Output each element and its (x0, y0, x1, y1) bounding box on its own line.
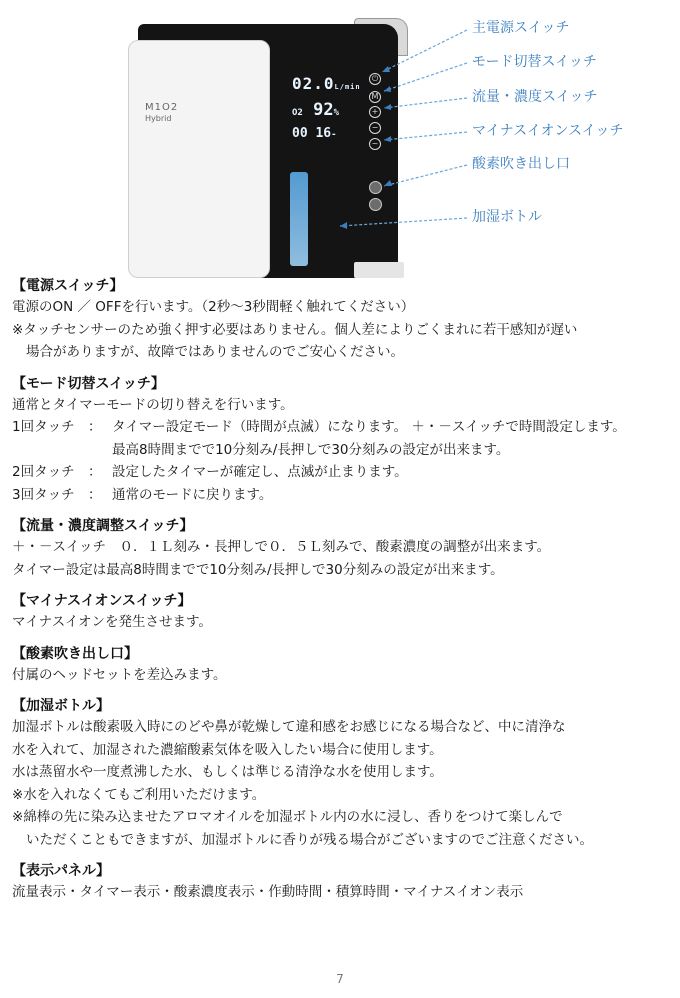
oxygen-concentrator-image (128, 18, 408, 280)
lcd-o2-unit: % (333, 108, 339, 118)
section-bottle-line: 水を入れて、加湿された濃縮酸素気体を吸入したい場合に使用します。 (12, 741, 443, 758)
ion-icon: ~ (369, 138, 381, 150)
lcd-timer-unit: 16 (315, 126, 332, 141)
mode-row (12, 461, 672, 484)
device-brand-name: M1O2 (145, 102, 179, 113)
lcd-flow-unit: L/min (334, 83, 361, 91)
lcd-flow-readout (292, 74, 361, 93)
device-model-name: Hybrid (145, 114, 172, 123)
callout-flow-switch: 流量・濃度スイッチ (472, 89, 598, 105)
lcd-o2-label: O2 (292, 108, 303, 118)
section-power-line: 場合がありますが、故障ではありませんのでご安心ください。 (26, 344, 404, 360)
mode-row-separator: ： (88, 486, 102, 503)
section-outlet-title: 【酸素吹き出し口】 (12, 645, 138, 662)
lcd-timer-readout (292, 126, 337, 141)
minus-icon: − (369, 122, 381, 134)
mode-row-text: 通常のモードに戻ります。 (112, 486, 273, 503)
callout-ion-switch: マイナスイオンスイッチ (472, 123, 624, 139)
oxygen-outlet-port-secondary (369, 198, 382, 211)
mode-row-label: 1回タッチ (12, 419, 75, 435)
callout-oxygen-outlet: 酸素吹き出し口 (472, 156, 570, 172)
mode-row (12, 484, 672, 507)
callout-humidifier-bottle: 加湿ボトル (472, 209, 542, 225)
callout-power-switch: 主電源スイッチ (472, 20, 570, 36)
section-power-line: 電源のON ／ OFFを行います。（2秒～3秒間軽く触れてください） (12, 299, 415, 315)
mode-row (12, 416, 672, 439)
section-mode-intro: 通常とタイマーモードの切り替えを行います。 (12, 396, 294, 413)
section-bottle (12, 696, 672, 851)
section-bottle-line: いただくこともできますが、加湿ボトルに香りが残る場合がございますのでご注意ください。 (26, 831, 593, 848)
power-icon: ⏻ (369, 73, 381, 85)
section-display (12, 861, 672, 904)
section-bottle-line: 加湿ボトルは酸素吸入時にのどや鼻が乾燥して違和感をお感じになる場合など、中に清浄な (12, 719, 566, 735)
oxygen-outlet-port (369, 181, 382, 194)
section-ion (12, 591, 672, 634)
manual-content (12, 276, 672, 904)
mode-row-separator: ： (88, 419, 102, 435)
section-power-title: 【電源スイッチ】 (12, 278, 124, 294)
section-mode-title: 【モード切替スイッチ】 (12, 375, 165, 392)
lcd-timer-suffix: - (331, 130, 337, 140)
section-bottle-line: ※綿棒の先に染み込ませたアロマオイルを加湿ボトル内の水に浸し、香りをつけて楽しんで (12, 809, 563, 825)
mode-row-text: タイマー設定モード（時間が点滅）になります。 ＋・－スイッチで時間設定します。 (112, 419, 626, 435)
device-brand (145, 101, 178, 124)
section-display-line: 流量表示・タイマー表示・酸素濃度表示・作動時間・積算時間・マイナスイオン表示 (12, 884, 524, 900)
mode-row-separator: ： (88, 464, 102, 480)
section-bottle-title: 【加湿ボトル】 (12, 698, 110, 714)
mode-row-label: 2回タッチ (12, 464, 75, 480)
lcd-o2-value: 92 (313, 100, 334, 120)
plus-icon: + (369, 106, 381, 118)
section-bottle-line: ※水を入れなくてもご利用いただけます。 (12, 786, 266, 803)
section-flow-title: 【流量・濃度調整スイッチ】 (12, 518, 194, 534)
page-number: 7 (336, 972, 344, 986)
mode-row-text: 設定したタイマーが確定し、点滅が止まります。 (112, 464, 408, 480)
section-ion-line: マイナスイオンを発生させます。 (12, 614, 212, 630)
device-front-panel (128, 40, 270, 278)
section-flow-line: ＋・－スイッチ ０．１Ｌ刻み・長押しで０．５Ｌ刻みで、酸素濃度の調整が出来ます。 (12, 539, 551, 555)
section-outlet-line: 付属のヘッドセットを差込みます。 (12, 666, 227, 683)
mode-icon: M (369, 91, 381, 103)
mode-row-label: 3回タッチ (12, 486, 75, 503)
section-bottle-line: 水は蒸留水や一度煮沸した水、もしくは準じる清浄な水を使用します。 (12, 764, 443, 780)
section-flow-line: タイマー設定は最高8時間までで10分刻み/長押しで30分刻みの設定が出来ます。 (12, 561, 504, 578)
lcd-timer-value: 00 (292, 126, 308, 141)
section-power-line: ※タッチセンサーのため強く押す必要はありません。個人差によりごくまれに若干感知が遅い (12, 321, 578, 338)
section-display-title: 【表示パネル】 (12, 863, 110, 879)
section-ion-title: 【マイナスイオンスイッチ】 (12, 593, 192, 609)
lcd-flow-value: 02.0 (292, 74, 335, 93)
humidifier-bottle-window (290, 172, 308, 266)
section-outlet (12, 644, 672, 687)
lcd-o2-readout (292, 100, 339, 120)
lcd-display (290, 74, 361, 164)
section-power (12, 276, 672, 364)
section-flow (12, 516, 672, 581)
section-mode (12, 374, 672, 507)
callout-mode-switch: モード切替スイッチ (472, 54, 597, 70)
mode-row-continuation: 最高8時間までで10分刻み/長押しで30分刻みの設定が出来ます。 (112, 441, 510, 458)
